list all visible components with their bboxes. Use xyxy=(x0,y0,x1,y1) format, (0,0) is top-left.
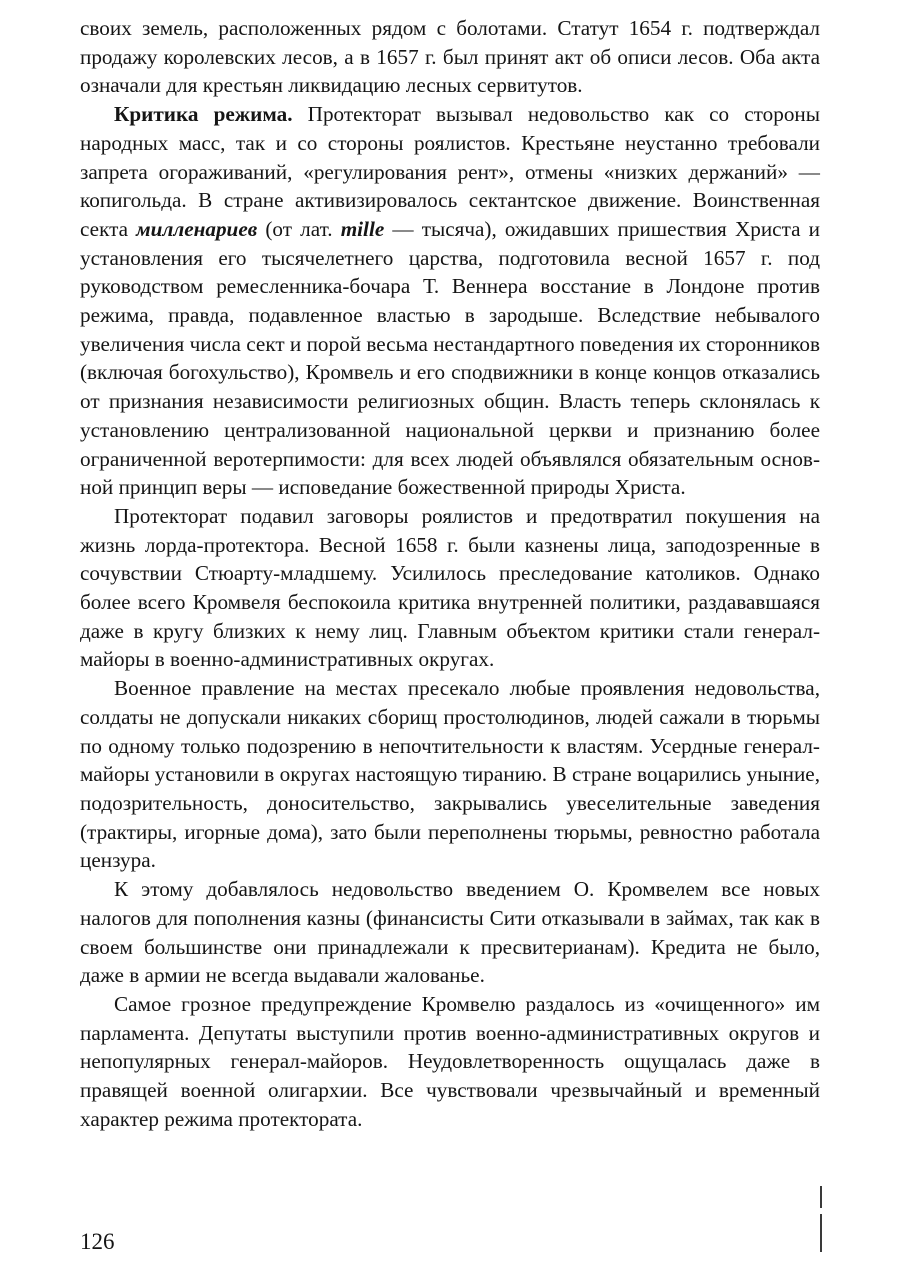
paragraph-4 xyxy=(80,674,820,875)
paragraph-2 xyxy=(80,100,820,502)
paragraph-3-text: Протекторат подавил заговоры роялистов и предотвратил покушения на жизнь лорда-протектора. Весной 1658 г. были казнены лица, заподозренные в сочувствии Стюарту-младшему. Усилилось преследование католиков. Однако более всего Кромвеля беспокоила критика внутренней политики, раздававшаяся даже в кругу близких к нему лиц. Главным объектом критики стали генерал-майоры в военно-административных округах. xyxy=(80,503,820,672)
scan-edge-mark xyxy=(820,1186,822,1208)
paragraph-5 xyxy=(80,875,820,990)
paragraph-2-text-b: (от лат. xyxy=(257,216,341,241)
body-text xyxy=(80,14,820,1133)
paragraph-2-text-c: — тысяча), ожидавших пришествия Христа и установления его тысячелетнего царства, подготовила весной 1657 г. под руководством ремесленника-бочара Т. Веннера восстание в Лондоне против режима, правда, подавленное властью в зародыше. Вследствие небывалого увеличения числа сект и порой весьма нестандартного поведения их сторонников (включая богохульство), Кромвель и его сподвижники в конце концов отказались от признания независимости религиозных общин. Власть теперь склонялась к установлению централизованной национальной церкви и признанию более ограниченной веротерпимости: для всех людей объявлялся обязательным основной принцип веры — исповедание божественной природы Христа. xyxy=(80,216,820,500)
paragraph-5-text: К этому добавлялось недовольство введением О. Кромвелем все новых налогов для пополнения казны (финансисты Сити отказывали в займах, так как в своем большинстве они принадлежали к пресвитерианам). Кредита не было, даже в армии не всегда выдавали жалованье. xyxy=(80,877,820,988)
term-millenarians: милленариев xyxy=(136,216,258,241)
section-heading: Критика режима. xyxy=(114,102,293,127)
paragraph-3 xyxy=(80,502,820,674)
paragraph-6-text: Самое грозное предупреждение Кромвелю раздалось из «очищенного» им парламента. Депутаты выступили против военно-административных округов и непопулярных генерал-майоров. Неудовлетворенность ощущалась даже в правящей военной олигархии. Все чувствовали чрезвычайный и временный характер режима протектората. xyxy=(80,991,820,1131)
scan-edge-mark xyxy=(820,1214,822,1252)
page-number: 126 xyxy=(80,1229,115,1254)
paragraph-6 xyxy=(80,990,820,1134)
paragraph-2-text-a: Протекторат вызывал недовольство как со стороны народных масс, так и со стороны роялистов. Крестьяне неустанно требовали запрета огораживаний, «регулирования рент», отмены «низких держаний» — копигольда. В стране активизировалось сектантское движение. Воинственная секта xyxy=(80,102,821,241)
paragraph-1 xyxy=(80,14,820,100)
paragraph-4-text: Военное правление на местах пресекало любые проявления недовольства, солдаты не допускали никаких сборищ простолюдинов, людей сажали в тюрьмы по одному только подозрению в непочтительности к властям. Усердные генерал-майоры установили в округах настоящую тиранию. В стране воцарились уныние, подозрительность, доносительство, закрывались увеселительные заведения (трактиры, игорные дома), зато были переполнены тюрьмы, ревностно работала цензура. xyxy=(80,676,820,873)
paragraph-1-text: своих земель, расположенных рядом с болотами. Статут 1654 г. подтверждал продажу королевских лесов, а в 1657 г. был принят акт об описи лесов. Оба акта означали для крестьян ликвидацию лесных сервитутов. xyxy=(80,16,820,98)
term-mille: mille xyxy=(340,216,385,241)
